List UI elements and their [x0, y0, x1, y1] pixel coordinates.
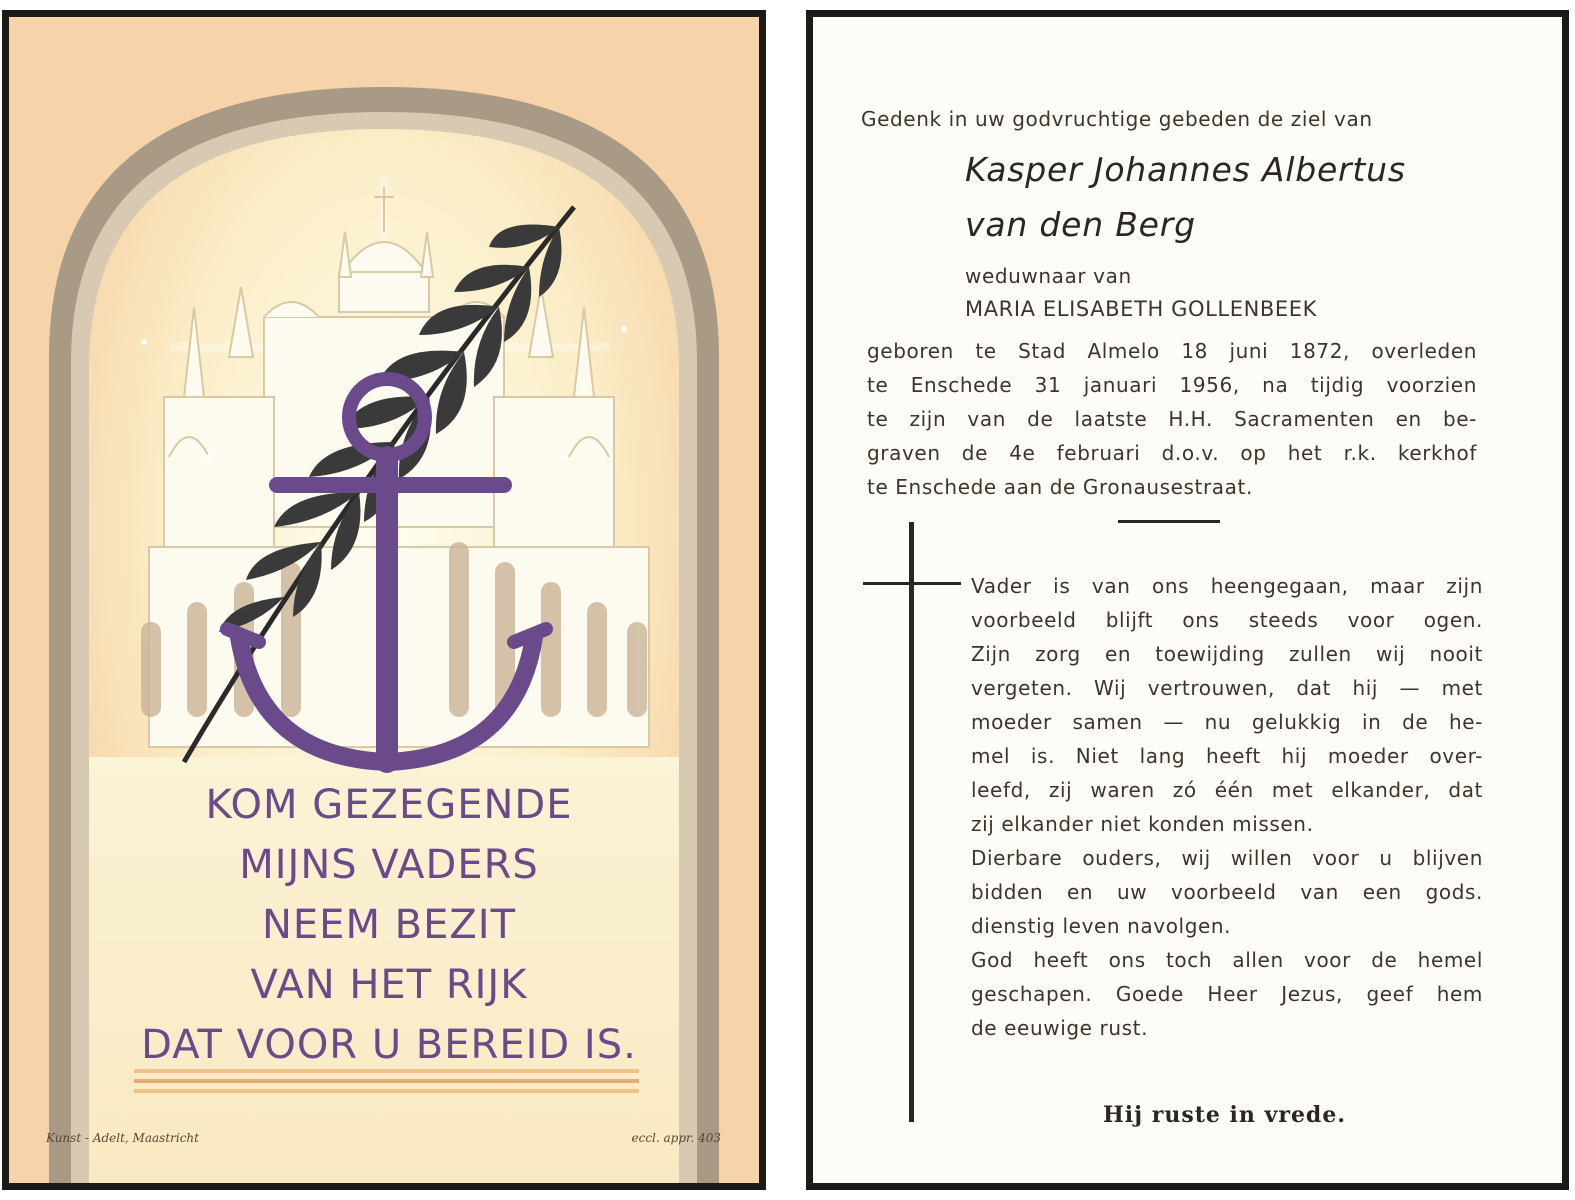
approval-number: eccl. appr. 403	[631, 1131, 721, 1145]
details-line-4: graven de 4e februari d.o.v. op het r.k. kerkhof	[867, 441, 1477, 465]
tribute-line-1: Vader is van ons heengegaan, maar zijn	[971, 574, 1483, 598]
motto-line-2: MIJNS VADERS	[239, 842, 539, 888]
spouse-name: MARIA ELISABETH GOLLENBEEK	[965, 297, 1318, 321]
tribute-line-8: zij elkander niet konden missen.	[971, 812, 1314, 836]
front-card	[2, 10, 766, 1190]
details-line-5: te Enschede aan de Gronausestraat.	[867, 475, 1253, 499]
tribute-line-2: voorbeeld blijft ons steeds voor ogen.	[971, 608, 1483, 632]
publisher-credit: Kunst - Adelt, Maastricht	[46, 1131, 199, 1145]
motto-line-1: KOM GEZEGENDE	[205, 782, 573, 828]
tribute-line-14: de eeuwige rust.	[971, 1016, 1149, 1040]
motto-line-3: NEEM BEZIT	[261, 902, 517, 948]
details-line-1: geboren te Stad Almelo 18 juni 1872, overleden	[867, 339, 1477, 363]
tribute-line-4: vergeten. Wij vertrouwen, dat hij — met	[971, 676, 1483, 700]
motto-line-4: VAN HET RIJK	[250, 962, 528, 1008]
details-line-2: te Enschede 31 januari 1956, na tijdig voorzien	[867, 373, 1477, 397]
motto-line-5: DAT VOOR U BEREID IS.	[141, 1022, 637, 1068]
tribute-line-13: geschapen. Goede Heer Jezus, geef hem	[971, 982, 1483, 1006]
relation-label: weduwnaar van	[965, 264, 1132, 288]
tribute-line-12: God heeft ons toch allen voor de hemel	[971, 948, 1483, 972]
tribute-line-5: moeder samen — nu gelukkig in de he-	[971, 710, 1483, 734]
back-card	[806, 10, 1569, 1190]
front-illustration	[9, 17, 759, 1183]
deceased-name-line-1: Kasper Johannes Albertus	[965, 150, 1406, 189]
tribute-line-3: Zijn zorg en toewijding zullen wij nooit	[971, 642, 1483, 666]
divider	[1118, 520, 1220, 523]
tribute-line-10: bidden en uw voorbeeld van een gods.	[971, 880, 1483, 904]
details-line-3: te zijn van de laatste H.H. Sacramenten en be-	[867, 407, 1477, 431]
tribute-line-7: leefd, zij waren zó één met elkander, dat	[971, 778, 1483, 802]
tribute-line-9: Dierbare ouders, wij willen voor u blijven	[971, 846, 1483, 870]
tribute-line-6: mel is. Niet lang heeft hij moeder over-	[971, 744, 1483, 768]
intro-line: Gedenk in uw godvruchtige gebeden de ziel van	[861, 107, 1373, 131]
closing-line: Hij ruste in vrede.	[1103, 1102, 1346, 1128]
deceased-name-line-2: van den Berg	[965, 205, 1196, 244]
tribute-line-11: dienstig leven navolgen.	[971, 914, 1232, 938]
